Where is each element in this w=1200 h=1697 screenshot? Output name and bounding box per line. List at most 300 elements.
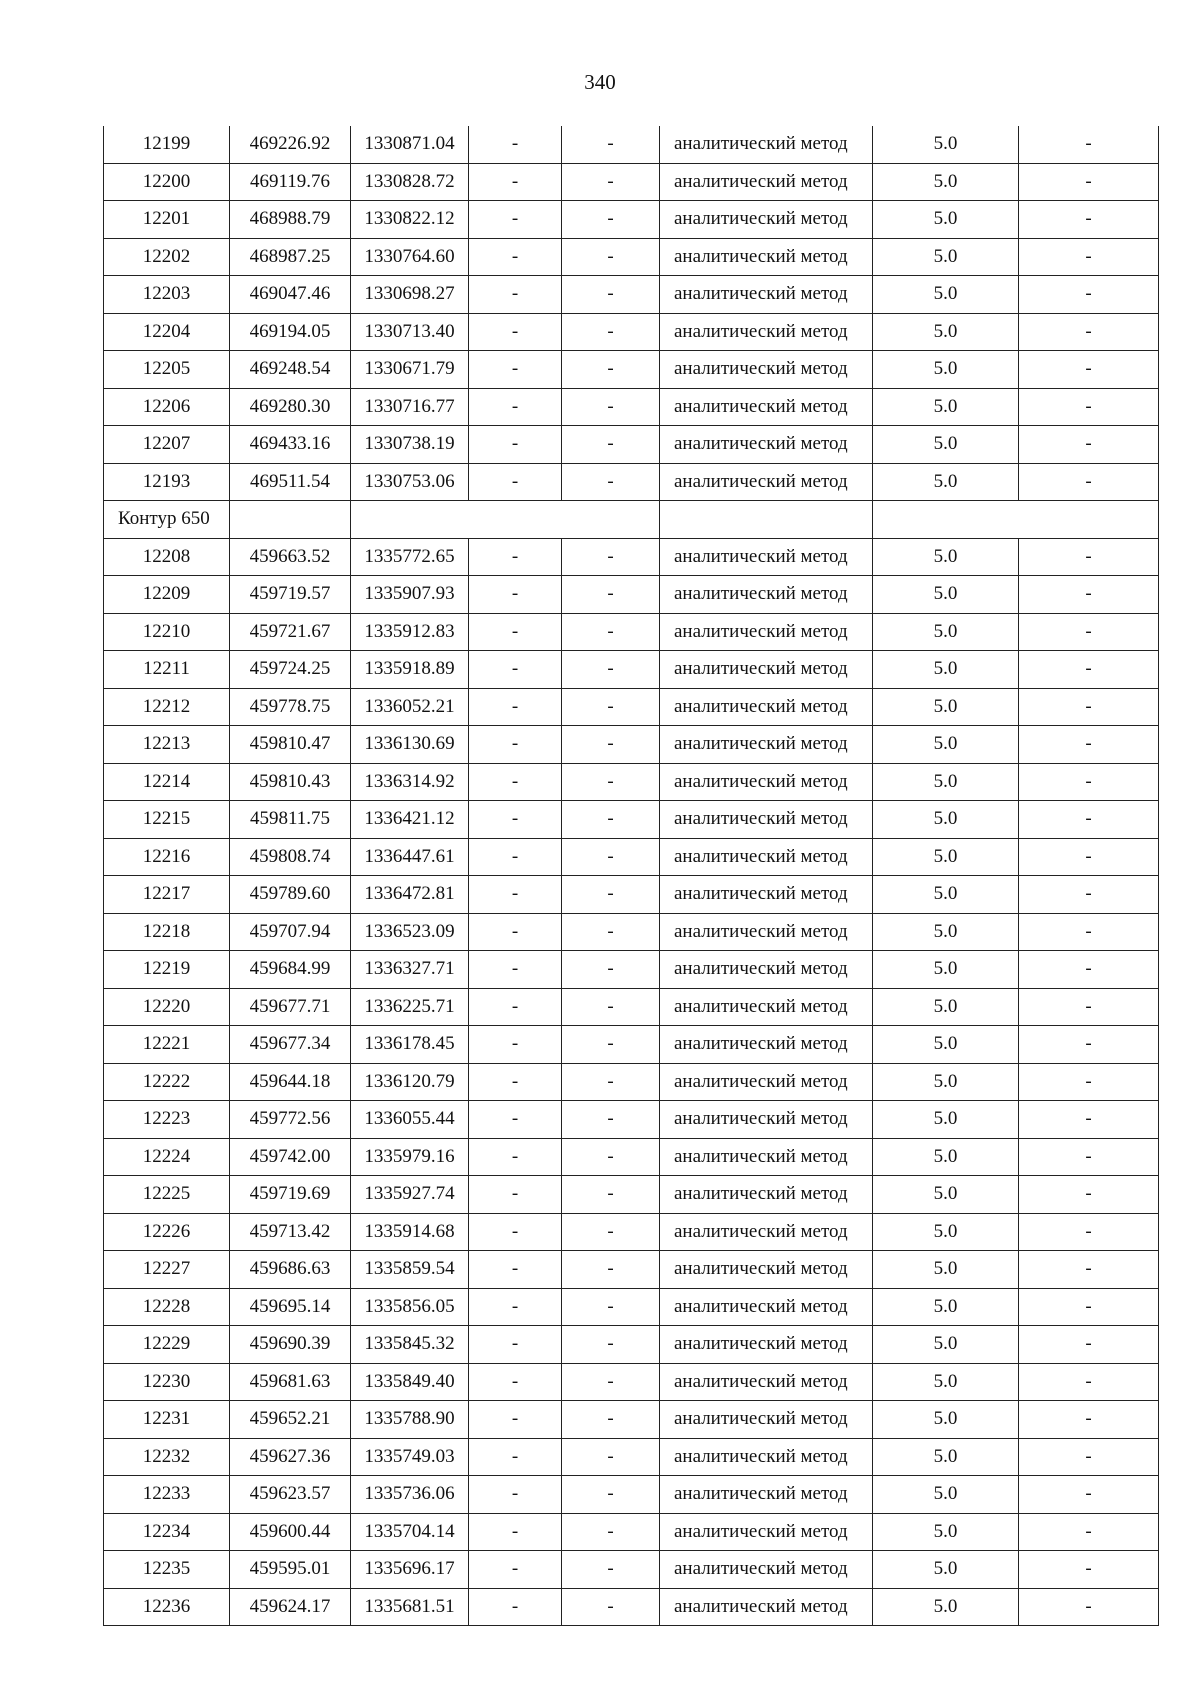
point-number-cell: 12229 <box>104 1326 230 1364</box>
point-number-cell: 12221 <box>104 1026 230 1064</box>
x-coordinate-cell: 469119.76 <box>230 163 351 201</box>
method-cell: аналитический метод <box>660 1063 873 1101</box>
col4-cell: - <box>469 1138 562 1176</box>
col8-cell: - <box>1019 951 1159 989</box>
x-coordinate-cell: 459719.69 <box>230 1176 351 1214</box>
method-cell: аналитический метод <box>660 313 873 351</box>
table-row <box>104 163 1159 201</box>
y-coordinate-cell: 1330828.72 <box>351 163 469 201</box>
point-number-cell: 12205 <box>104 351 230 389</box>
accuracy-cell: 5.0 <box>873 1026 1019 1064</box>
col5-cell: - <box>562 276 660 314</box>
col8-cell: - <box>1019 576 1159 614</box>
x-coordinate-cell: 459652.21 <box>230 1401 351 1439</box>
table-row <box>104 313 1159 351</box>
table-row <box>104 238 1159 276</box>
accuracy-cell: 5.0 <box>873 913 1019 951</box>
point-number-cell: 12226 <box>104 1213 230 1251</box>
y-coordinate-cell: 1335907.93 <box>351 576 469 614</box>
col5-cell: - <box>562 163 660 201</box>
col5-cell: - <box>562 988 660 1026</box>
y-coordinate-cell: 1336314.92 <box>351 763 469 801</box>
point-number-cell: 12234 <box>104 1513 230 1551</box>
accuracy-cell: 5.0 <box>873 1438 1019 1476</box>
col8-cell: - <box>1019 988 1159 1026</box>
method-cell: аналитический метод <box>660 951 873 989</box>
col4-cell: - <box>469 238 562 276</box>
point-number-cell: 12202 <box>104 238 230 276</box>
accuracy-cell: 5.0 <box>873 576 1019 614</box>
point-number-cell: 12213 <box>104 726 230 764</box>
table-row <box>104 1551 1159 1589</box>
y-coordinate-cell: 1336052.21 <box>351 688 469 726</box>
col4-cell: - <box>469 951 562 989</box>
method-cell: аналитический метод <box>660 876 873 914</box>
method-cell: аналитический метод <box>660 801 873 839</box>
table-row <box>104 913 1159 951</box>
point-number-cell: 12227 <box>104 1251 230 1289</box>
col5-cell: - <box>562 313 660 351</box>
method-cell: аналитический метод <box>660 1213 873 1251</box>
x-coordinate-cell: 459719.57 <box>230 576 351 614</box>
col8-cell: - <box>1019 838 1159 876</box>
point-number-cell: 12219 <box>104 951 230 989</box>
y-coordinate-cell: 1335681.51 <box>351 1588 469 1626</box>
x-coordinate-cell: 459721.67 <box>230 613 351 651</box>
accuracy-cell: 5.0 <box>873 876 1019 914</box>
col4-cell: - <box>469 1326 562 1364</box>
y-coordinate-cell: 1336523.09 <box>351 913 469 951</box>
y-coordinate-cell: 1336120.79 <box>351 1063 469 1101</box>
accuracy-cell: 5.0 <box>873 201 1019 239</box>
col4-cell: - <box>469 388 562 426</box>
accuracy-cell: 5.0 <box>873 426 1019 464</box>
point-number-cell: 12231 <box>104 1401 230 1439</box>
col5-cell: - <box>562 201 660 239</box>
col8-cell: - <box>1019 1251 1159 1289</box>
y-coordinate-cell: 1335912.83 <box>351 613 469 651</box>
y-coordinate-cell: 1335704.14 <box>351 1513 469 1551</box>
table-row <box>104 726 1159 764</box>
table-row <box>104 1101 1159 1139</box>
point-number-cell: 12233 <box>104 1476 230 1514</box>
accuracy-cell: 5.0 <box>873 1363 1019 1401</box>
col4-cell: - <box>469 276 562 314</box>
method-cell: аналитический метод <box>660 651 873 689</box>
x-coordinate-cell: 468987.25 <box>230 238 351 276</box>
col5-cell: - <box>562 1363 660 1401</box>
table-row <box>104 688 1159 726</box>
table-row <box>104 988 1159 1026</box>
x-coordinate-cell: 469433.16 <box>230 426 351 464</box>
col4-cell: - <box>469 763 562 801</box>
point-number-cell: 12210 <box>104 613 230 651</box>
col4-cell: - <box>469 613 562 651</box>
x-coordinate-cell: 459808.74 <box>230 838 351 876</box>
col8-cell: - <box>1019 126 1159 163</box>
method-cell: аналитический метод <box>660 613 873 651</box>
accuracy-cell: 5.0 <box>873 1063 1019 1101</box>
method-cell: аналитический метод <box>660 1401 873 1439</box>
y-coordinate-cell: 1335749.03 <box>351 1438 469 1476</box>
y-coordinate-cell: 1336055.44 <box>351 1101 469 1139</box>
x-coordinate-cell: 459810.47 <box>230 726 351 764</box>
y-coordinate-cell: 1336327.71 <box>351 951 469 989</box>
col5-cell: - <box>562 801 660 839</box>
col4-cell: - <box>469 1476 562 1514</box>
x-coordinate-cell: 469248.54 <box>230 351 351 389</box>
table-row <box>104 126 1159 163</box>
point-number-cell: 12235 <box>104 1551 230 1589</box>
table-row <box>104 801 1159 839</box>
accuracy-cell: 5.0 <box>873 1588 1019 1626</box>
x-coordinate-cell: 459778.75 <box>230 688 351 726</box>
col5-cell: - <box>562 1401 660 1439</box>
method-cell: аналитический метод <box>660 838 873 876</box>
accuracy-cell: 5.0 <box>873 1551 1019 1589</box>
col8-cell: - <box>1019 1588 1159 1626</box>
empty-cell <box>351 501 660 539</box>
y-coordinate-cell: 1335788.90 <box>351 1401 469 1439</box>
col5-cell: - <box>562 613 660 651</box>
point-number-cell: 12201 <box>104 201 230 239</box>
table-row <box>104 763 1159 801</box>
col8-cell: - <box>1019 688 1159 726</box>
col8-cell: - <box>1019 201 1159 239</box>
method-cell: аналитический метод <box>660 1476 873 1514</box>
y-coordinate-cell: 1330822.12 <box>351 201 469 239</box>
table-row <box>104 576 1159 614</box>
col4-cell: - <box>469 163 562 201</box>
point-number-cell: 12222 <box>104 1063 230 1101</box>
col8-cell: - <box>1019 1401 1159 1439</box>
method-cell: аналитический метод <box>660 1551 873 1589</box>
col4-cell: - <box>469 688 562 726</box>
col5-cell: - <box>562 876 660 914</box>
col8-cell: - <box>1019 1288 1159 1326</box>
point-number-cell: 12236 <box>104 1588 230 1626</box>
col4-cell: - <box>469 1176 562 1214</box>
col8-cell: - <box>1019 426 1159 464</box>
col4-cell: - <box>469 838 562 876</box>
table-row <box>104 201 1159 239</box>
accuracy-cell: 5.0 <box>873 951 1019 989</box>
x-coordinate-cell: 469047.46 <box>230 276 351 314</box>
col8-cell: - <box>1019 1063 1159 1101</box>
col4-cell: - <box>469 1551 562 1589</box>
table-row <box>104 1513 1159 1551</box>
x-coordinate-cell: 459677.71 <box>230 988 351 1026</box>
col5-cell: - <box>562 426 660 464</box>
accuracy-cell: 5.0 <box>873 351 1019 389</box>
x-coordinate-cell: 459707.94 <box>230 913 351 951</box>
page-number: 340 <box>584 70 616 94</box>
col5-cell: - <box>562 1288 660 1326</box>
table-row <box>104 1401 1159 1439</box>
point-number-cell: 12217 <box>104 876 230 914</box>
accuracy-cell: 5.0 <box>873 1213 1019 1251</box>
table-row <box>104 1063 1159 1101</box>
col8-cell: - <box>1019 1101 1159 1139</box>
col4-cell: - <box>469 726 562 764</box>
col4-cell: - <box>469 1213 562 1251</box>
method-cell: аналитический метод <box>660 463 873 501</box>
x-coordinate-cell: 459690.39 <box>230 1326 351 1364</box>
y-coordinate-cell: 1330671.79 <box>351 351 469 389</box>
col8-cell: - <box>1019 801 1159 839</box>
accuracy-cell: 5.0 <box>873 763 1019 801</box>
col5-cell: - <box>562 1326 660 1364</box>
y-coordinate-cell: 1330764.60 <box>351 238 469 276</box>
x-coordinate-cell: 459810.43 <box>230 763 351 801</box>
x-coordinate-cell: 469226.92 <box>230 126 351 163</box>
y-coordinate-cell: 1335772.65 <box>351 538 469 576</box>
col4-cell: - <box>469 801 562 839</box>
col4-cell: - <box>469 876 562 914</box>
point-number-cell: 12232 <box>104 1438 230 1476</box>
col5-cell: - <box>562 1438 660 1476</box>
accuracy-cell: 5.0 <box>873 1513 1019 1551</box>
x-coordinate-cell: 459772.56 <box>230 1101 351 1139</box>
table-row <box>104 1251 1159 1289</box>
x-coordinate-cell: 459644.18 <box>230 1063 351 1101</box>
table-row <box>104 1476 1159 1514</box>
point-number-cell: 12204 <box>104 313 230 351</box>
method-cell: аналитический метод <box>660 1138 873 1176</box>
accuracy-cell: 5.0 <box>873 313 1019 351</box>
method-cell: аналитический метод <box>660 1176 873 1214</box>
method-cell: аналитический метод <box>660 1438 873 1476</box>
point-number-cell: 12214 <box>104 763 230 801</box>
table-row <box>104 1026 1159 1064</box>
col5-cell: - <box>562 1251 660 1289</box>
table-body <box>104 126 1159 1626</box>
table-row <box>104 1588 1159 1626</box>
method-cell: аналитический метод <box>660 1251 873 1289</box>
y-coordinate-cell: 1335927.74 <box>351 1176 469 1214</box>
method-cell: аналитический метод <box>660 201 873 239</box>
section-label: Контур 650 <box>104 501 230 539</box>
col4-cell: - <box>469 1288 562 1326</box>
accuracy-cell: 5.0 <box>873 388 1019 426</box>
y-coordinate-cell: 1330716.77 <box>351 388 469 426</box>
x-coordinate-cell: 459627.36 <box>230 1438 351 1476</box>
method-cell: аналитический метод <box>660 1326 873 1364</box>
x-coordinate-cell: 459600.44 <box>230 1513 351 1551</box>
accuracy-cell: 5.0 <box>873 1401 1019 1439</box>
method-cell: аналитический метод <box>660 688 873 726</box>
col8-cell: - <box>1019 1551 1159 1589</box>
accuracy-cell: 5.0 <box>873 613 1019 651</box>
y-coordinate-cell: 1335914.68 <box>351 1213 469 1251</box>
point-number-cell: 12207 <box>104 426 230 464</box>
col4-cell: - <box>469 1513 562 1551</box>
table-row <box>104 538 1159 576</box>
table-row <box>104 651 1159 689</box>
y-coordinate-cell: 1335849.40 <box>351 1363 469 1401</box>
accuracy-cell: 5.0 <box>873 463 1019 501</box>
accuracy-cell: 5.0 <box>873 1476 1019 1514</box>
col8-cell: - <box>1019 1326 1159 1364</box>
accuracy-cell: 5.0 <box>873 163 1019 201</box>
accuracy-cell: 5.0 <box>873 238 1019 276</box>
y-coordinate-cell: 1336130.69 <box>351 726 469 764</box>
point-number-cell: 12208 <box>104 538 230 576</box>
accuracy-cell: 5.0 <box>873 1176 1019 1214</box>
point-number-cell: 12218 <box>104 913 230 951</box>
col4-cell: - <box>469 313 562 351</box>
table-row <box>104 838 1159 876</box>
col4-cell: - <box>469 463 562 501</box>
col4-cell: - <box>469 1063 562 1101</box>
col5-cell: - <box>562 1101 660 1139</box>
y-coordinate-cell: 1335859.54 <box>351 1251 469 1289</box>
table-row <box>104 276 1159 314</box>
col4-cell: - <box>469 1026 562 1064</box>
col8-cell: - <box>1019 613 1159 651</box>
point-number-cell: 12203 <box>104 276 230 314</box>
col8-cell: - <box>1019 313 1159 351</box>
col4-cell: - <box>469 426 562 464</box>
col4-cell: - <box>469 988 562 1026</box>
col5-cell: - <box>562 1213 660 1251</box>
x-coordinate-cell: 459713.42 <box>230 1213 351 1251</box>
y-coordinate-cell: 1336178.45 <box>351 1026 469 1064</box>
col4-cell: - <box>469 1401 562 1439</box>
method-cell: аналитический метод <box>660 913 873 951</box>
point-number-cell: 12199 <box>104 126 230 163</box>
method-cell: аналитический метод <box>660 351 873 389</box>
col4-cell: - <box>469 201 562 239</box>
table-row <box>104 951 1159 989</box>
y-coordinate-cell: 1330871.04 <box>351 126 469 163</box>
col5-cell: - <box>562 351 660 389</box>
point-number-cell: 12224 <box>104 1138 230 1176</box>
col8-cell: - <box>1019 463 1159 501</box>
point-number-cell: 12230 <box>104 1363 230 1401</box>
x-coordinate-cell: 459595.01 <box>230 1551 351 1589</box>
col8-cell: - <box>1019 276 1159 314</box>
col4-cell: - <box>469 1101 562 1139</box>
accuracy-cell: 5.0 <box>873 1101 1019 1139</box>
col8-cell: - <box>1019 1513 1159 1551</box>
point-number-cell: 12216 <box>104 838 230 876</box>
y-coordinate-cell: 1336421.12 <box>351 801 469 839</box>
x-coordinate-cell: 469280.30 <box>230 388 351 426</box>
point-number-cell: 12209 <box>104 576 230 614</box>
y-coordinate-cell: 1330698.27 <box>351 276 469 314</box>
col4-cell: - <box>469 351 562 389</box>
method-cell: аналитический метод <box>660 426 873 464</box>
col8-cell: - <box>1019 1363 1159 1401</box>
method-cell: аналитический метод <box>660 763 873 801</box>
table-row <box>104 1176 1159 1214</box>
col8-cell: - <box>1019 538 1159 576</box>
y-coordinate-cell: 1335918.89 <box>351 651 469 689</box>
table-row <box>104 351 1159 389</box>
point-number-cell: 12225 <box>104 1176 230 1214</box>
accuracy-cell: 5.0 <box>873 688 1019 726</box>
col5-cell: - <box>562 1588 660 1626</box>
col4-cell: - <box>469 1588 562 1626</box>
accuracy-cell: 5.0 <box>873 651 1019 689</box>
x-coordinate-cell: 459681.63 <box>230 1363 351 1401</box>
col8-cell: - <box>1019 1138 1159 1176</box>
table-row <box>104 1363 1159 1401</box>
col8-cell: - <box>1019 726 1159 764</box>
col5-cell: - <box>562 951 660 989</box>
col4-cell: - <box>469 1363 562 1401</box>
col8-cell: - <box>1019 913 1159 951</box>
method-cell: аналитический метод <box>660 126 873 163</box>
table-row <box>104 1213 1159 1251</box>
x-coordinate-cell: 469194.05 <box>230 313 351 351</box>
col8-cell: - <box>1019 238 1159 276</box>
method-cell: аналитический метод <box>660 1101 873 1139</box>
point-number-cell: 12215 <box>104 801 230 839</box>
method-cell: аналитический метод <box>660 238 873 276</box>
col5-cell: - <box>562 538 660 576</box>
x-coordinate-cell: 459811.75 <box>230 801 351 839</box>
method-cell: аналитический метод <box>660 576 873 614</box>
x-coordinate-cell: 459624.17 <box>230 1588 351 1626</box>
x-coordinate-cell: 459695.14 <box>230 1288 351 1326</box>
accuracy-cell: 5.0 <box>873 1251 1019 1289</box>
y-coordinate-cell: 1335696.17 <box>351 1551 469 1589</box>
col5-cell: - <box>562 388 660 426</box>
empty-cell <box>230 501 351 539</box>
point-number-cell: 12200 <box>104 163 230 201</box>
accuracy-cell: 5.0 <box>873 276 1019 314</box>
y-coordinate-cell: 1336447.61 <box>351 838 469 876</box>
col5-cell: - <box>562 838 660 876</box>
method-cell: аналитический метод <box>660 538 873 576</box>
empty-cell <box>660 501 873 539</box>
col5-cell: - <box>562 238 660 276</box>
col4-cell: - <box>469 651 562 689</box>
col5-cell: - <box>562 763 660 801</box>
accuracy-cell: 5.0 <box>873 126 1019 163</box>
y-coordinate-cell: 1336225.71 <box>351 988 469 1026</box>
col5-cell: - <box>562 1063 660 1101</box>
col5-cell: - <box>562 126 660 163</box>
col4-cell: - <box>469 126 562 163</box>
col5-cell: - <box>562 1476 660 1514</box>
col5-cell: - <box>562 1138 660 1176</box>
x-coordinate-cell: 459789.60 <box>230 876 351 914</box>
method-cell: аналитический метод <box>660 1288 873 1326</box>
accuracy-cell: 5.0 <box>873 838 1019 876</box>
col8-cell: - <box>1019 388 1159 426</box>
col4-cell: - <box>469 913 562 951</box>
col8-cell: - <box>1019 1026 1159 1064</box>
y-coordinate-cell: 1335979.16 <box>351 1138 469 1176</box>
col8-cell: - <box>1019 1476 1159 1514</box>
y-coordinate-cell: 1330738.19 <box>351 426 469 464</box>
coordinates-table <box>103 126 1159 1626</box>
point-number-cell: 12220 <box>104 988 230 1026</box>
col8-cell: - <box>1019 163 1159 201</box>
method-cell: аналитический метод <box>660 163 873 201</box>
col8-cell: - <box>1019 1438 1159 1476</box>
x-coordinate-cell: 459742.00 <box>230 1138 351 1176</box>
accuracy-cell: 5.0 <box>873 1288 1019 1326</box>
col5-cell: - <box>562 576 660 614</box>
col8-cell: - <box>1019 763 1159 801</box>
method-cell: аналитический метод <box>660 988 873 1026</box>
col4-cell: - <box>469 576 562 614</box>
y-coordinate-cell: 1330753.06 <box>351 463 469 501</box>
